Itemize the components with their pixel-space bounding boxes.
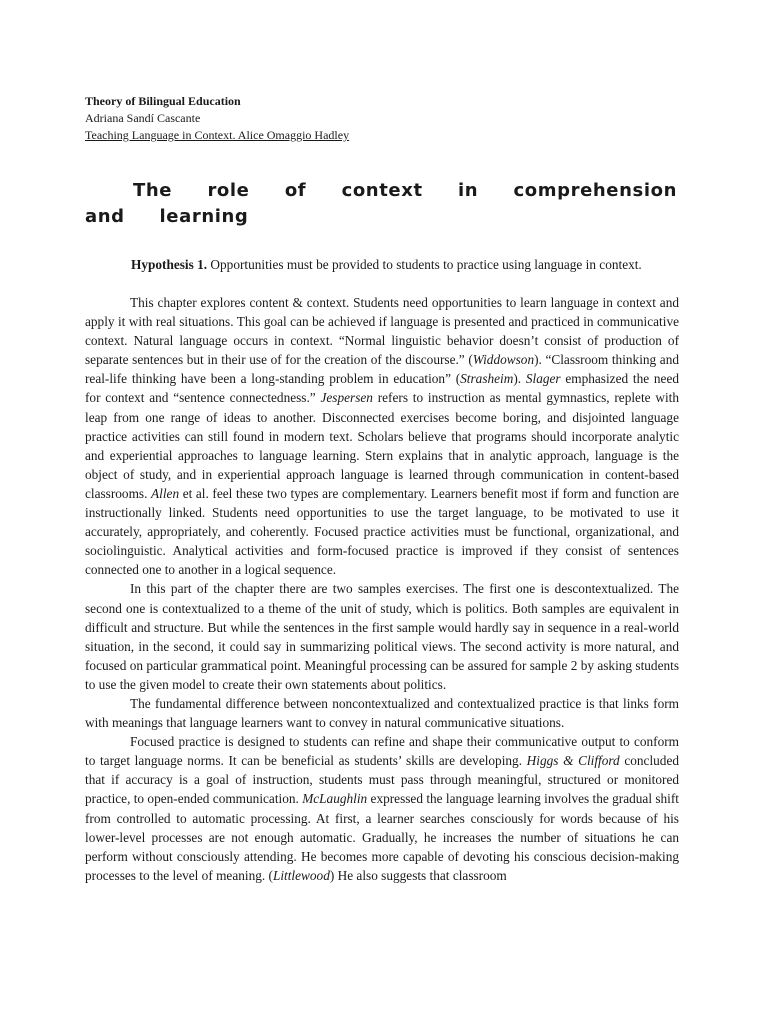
- page-title: The role of context in comprehension and learning: [85, 180, 677, 227]
- body-paragraph: [85, 732, 679, 885]
- author-name: Adriana Sandí Cascante: [85, 111, 201, 125]
- course-name: Theory of Bilingual Education: [85, 94, 241, 108]
- paragraph-text: et al. feel these two types are complementary. Learners benefit most if form and function are instructionally linked. Students need opportunities to use the target language, to be motivated to use it accurately, appropriately, and coherently. Focused practice activities must be functional, organizational, and sociolinguistic. Analytical activities and form-focused practice is improved if they consist of sentences connected one to another in a logical sequence.: [85, 485, 679, 578]
- hypothesis-label: Hypothesis 1.: [131, 257, 208, 272]
- cited-author: Widdowson: [472, 352, 535, 368]
- cited-author: Slager: [525, 371, 561, 387]
- paragraph-text: This chapter explores content & context. Students need opportunities to learn language in context and apply it with real situations. This goal can be achieved if language is presented and practiced in communicative context. Natural language occurs in context. “Normal linguistic behavior doesn’t consist of production of separate sentences but in their use of for the creation of the discourse.” (: [85, 295, 679, 368]
- hypothesis-line: [85, 255, 677, 274]
- cited-author: McLaughlin: [302, 791, 368, 807]
- body-paragraph: [85, 694, 679, 732]
- cited-author: Jespersen: [320, 390, 373, 406]
- document-header: [85, 93, 349, 144]
- paragraph-text: emphasized the need for context and “sentence connectedness.”: [85, 371, 679, 406]
- cited-author: Allen: [151, 485, 180, 501]
- paragraph-text: expressed the language learning involves the gradual shift from controlled to automatic processing. At first, a learner searches consciously for words because of his lower-level processes are not enough automatic. Gradually, he increases the number of situations he can perform without consciously attending. He becomes more capable of devoting his conscious decision-making processes to the level of meaning. (: [85, 791, 679, 883]
- cited-author: Higgs & Clifford: [526, 753, 620, 769]
- paragraph-text: ). “Classroom thinking and real-life thinking have been a long-standing problem in education” (: [85, 352, 679, 387]
- body-paragraph: [85, 293, 679, 579]
- paragraph-text: refers to instruction as mental gymnastics, replete with leap from one range of ideas to another. Disconnected exercises become boring, and disjointed language practice activities can still found in modern text. Scholars believe that programs should incorporate analytic and experiential approaches to language learning. Stern explains that in analytic approach, language is the object of study, and in experiential approach language is learned through communication in content-based classrooms.: [85, 390, 679, 501]
- paragraph-text: ) He also suggests that classroom: [329, 867, 507, 883]
- paragraph-text: The fundamental difference between noncontextualized and contextualized practice is that links form with meanings that language learners want to convey in natural communicative situations.: [85, 695, 679, 731]
- paragraph-text: Focused practice is designed to students can refine and shape their communicative output to conform to target language norms. It can be beneficial as students’ skills are developing.: [85, 734, 679, 769]
- cited-author: Strasheim: [460, 371, 514, 387]
- paragraph-text: In this part of the chapter there are two samples exercises. The first one is descontextualized. The second one is contextualized to a theme of the unit of study, which is politics. Both samples are equivalent in difficult and structure. But while the sentences in the first sample would hardly say in sequence in a real-world situation, in the second, it could say in summarizing political views. The second activity is more natural, and focused on particular grammatical point. Meaningful processing can be assured for sample 2 by asking students to use the given model to create their own statements about politics.: [85, 581, 679, 692]
- cited-author: Littlewood: [272, 867, 330, 883]
- body-paragraph: [85, 579, 679, 694]
- hypothesis-text: Opportunities must be provided to students to practice using language in context.: [207, 257, 642, 272]
- paragraph-text: ).: [513, 371, 526, 387]
- source-citation: Teaching Language in Context. Alice Omaggio Hadley: [85, 128, 350, 142]
- body-text: [85, 293, 679, 885]
- paragraph-text: concluded that if accuracy is a goal of instruction, students must pass through meaningful, structured or monitored practice, to open-ended communication.: [85, 753, 679, 807]
